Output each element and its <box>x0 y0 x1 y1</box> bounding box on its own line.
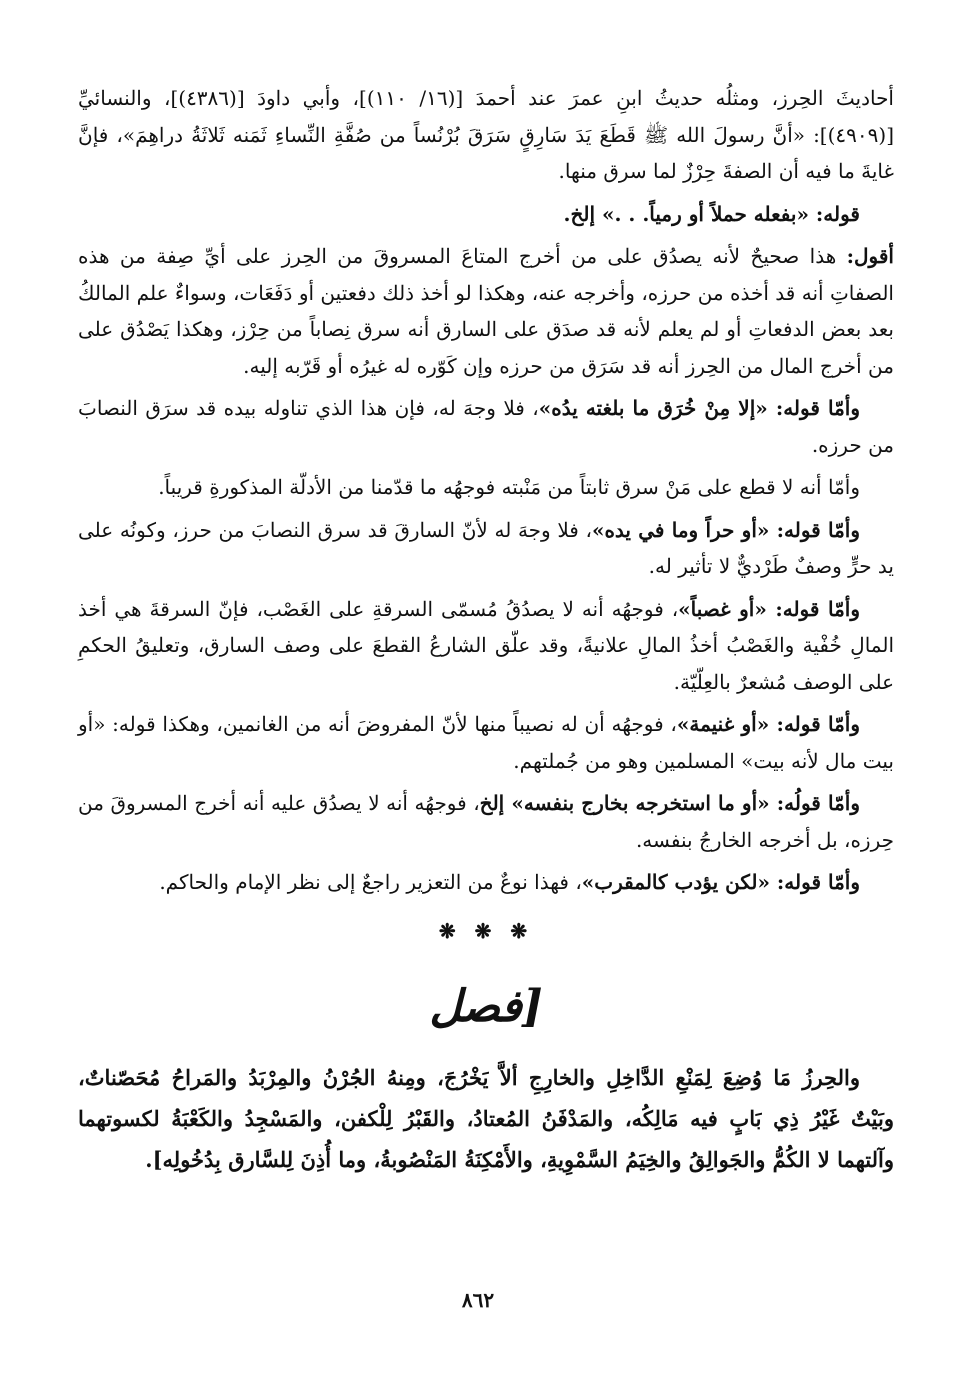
section-heading <box>78 975 894 1045</box>
lead-quote: وأمّا قوله: «لكن يؤدب كالمقرب» <box>581 870 860 894</box>
lead-quote: وأمّا قوله: «أو غصباً» <box>678 596 860 621</box>
commentary-paragraph-2 <box>78 196 894 233</box>
matn-text: والحِرزُ مَا وُضِعَ لِمَنْعِ الدَّاخِلِ والخارِجِ ألاَّ يَخْرُجَ، ومِنهُ الجُرْنُ والمِرْبَدُ والمَراحُ مُحَصّناتٌ، وبَيْتٌ غَيْرُ ذِي بَابٍ فيه مَالِكُه، والمَدْفَنُ المُعتادُ، والقَبْرُ لِلْكفن، والمَسْجِدُ والكَعْبَةُ لكسوتهما وآلتهما لا الكُمُّ والجَوالِقُ والخِيَمُ السَّمْوِيةِ، والأَمْكِنَةُ المَنْصُوبةُ، وما أُذِنَ لِلسَّارق بِدُخُولِه]. <box>78 1064 894 1172</box>
paragraph-text: هذا صحيحٌ لأنه يصدُق على من أخرج المتاعَ المسروقَ من الحِرز على أيِّ صِفة من هذه الصفاتِ أنه قد أخذه من حرزه، وأخرجه عنه، وهكذا لو أخذ ذلك دفعتين أو دَفَعَات، وسواءٌ علم المالكُ بعد بعض الدفعاتِ أو لم يعلم لأنه قد صدَق على السارق أنه سرق نِصاباً من حِرْز، وهكذا يَصْدُق على من أخرج المال من الحِرز أنه قد سَرَق من حرزه وإن كَوّره له غيرُه أو قَرّبه إليه. <box>78 244 894 378</box>
lead-quote: أقول: <box>846 244 894 268</box>
paragraph-text: ، فوجهُه أنه لا يصدُقُ مُسمّى السرقةِ على الغَصْب، فإنّ السرقةَ هي أخذ المالِ خُفْية والغَصْبُ أخذُ المالِ علانيةً، وقد علّق الشارعُ القطعَ على وصف السارق، وتعليقُ الحكمِ على الوصف مُشعرٌ بالعِلّيّة. <box>78 596 894 694</box>
commentary-paragraph-5 <box>78 469 894 506</box>
lead-quote: وأمّا قوله: «إلا مِنْ خُرَق ما بلغته يدُه» <box>538 396 860 420</box>
commentary-paragraph-3 <box>78 238 894 384</box>
commentary-paragraph-8 <box>78 706 894 779</box>
commentary-paragraph-1 <box>78 80 894 190</box>
paragraph-text: أحاديثَ الحِرز، ومثلُه حديثُ ابنِ عمرَ عند أحمدَ [(١٦/ ١١٠)]، وأبي داودَ [(٤٣٨٦)]، والنسائيِّ [(٤٩٠٩)]: «أنَّ رسولَ الله ﷺ قَطَعَ يَدَ سَارِقٍ سَرَقَ بُرْنُساً من صُفَّةِ النِّساءِ ثَمَنه ثَلاثَةُ دراهِمَ»، فإنَّ غايةَ ما فيه أن الصفةَ حِرْزٌ لما سرق منها. <box>78 86 894 183</box>
section-heading-text: [فصل <box>429 980 543 1032</box>
lead-quote: وأمّا قولُه: «أو ما استخرجه بخارج بنفسه» إلخ <box>479 791 860 815</box>
commentary-column <box>78 80 894 1180</box>
paragraph-text: ، فوجهُه أن له نصيباً منها لأنّ المفروضَ أنه من الغانمين، وهكذا قوله: «أو بيت مال لأنه بيت» المسلمين وهو من جُملتهم. <box>78 712 894 773</box>
paragraph-text: ، فلا وجهَ له، فإن هذا الذي تناوله بيده قد سرَق النصابَ من حرزه. <box>78 396 894 457</box>
lead-quote: وأمّا قوله: «أو حراً وما في يده» <box>591 517 860 542</box>
paragraph-text: ، فوجهُه أنه لا يصدُق عليه أنه أخرج المسروقَ من حِرزه، بل أخرجه الخارجُ بنفسه. <box>78 791 894 852</box>
commentary-paragraph-4 <box>78 390 894 463</box>
paragraph-text: وأمّا أنه لا قطع على مَنْ سرق ثابتاً من مَنْبته فوجهُه ما قدّمنا من الأدلّة المذكورةِ قريباً. <box>158 475 860 499</box>
commentary-paragraph-7 <box>78 591 894 701</box>
commentary-paragraph-9 <box>78 785 894 858</box>
paragraph-text: ، فلا وجهَ له لأنّ السارقَ قد سرق النصابَ من حرز، وكونُه على يد حرٍّ وصفٌ طَرْديٌّ لا تأثير له. <box>78 517 894 578</box>
commentary-paragraph-6 <box>78 512 894 585</box>
section-separator: ❋ ❋ ❋ <box>438 918 534 943</box>
page-number: ٨٦٢ <box>461 1288 495 1312</box>
lead-quote: وأمّا قوله: «أو غنيمة» <box>676 712 861 736</box>
paragraph-text: ، فهذا نوعٌ من التعزير راجعٌ إلى نظر الإمام والحاكم. <box>159 870 582 894</box>
lead-quote: قوله: «بفعله حملاً أو رمياً. . .» إلخ. <box>563 201 860 226</box>
commentary-paragraph-10 <box>78 864 894 901</box>
